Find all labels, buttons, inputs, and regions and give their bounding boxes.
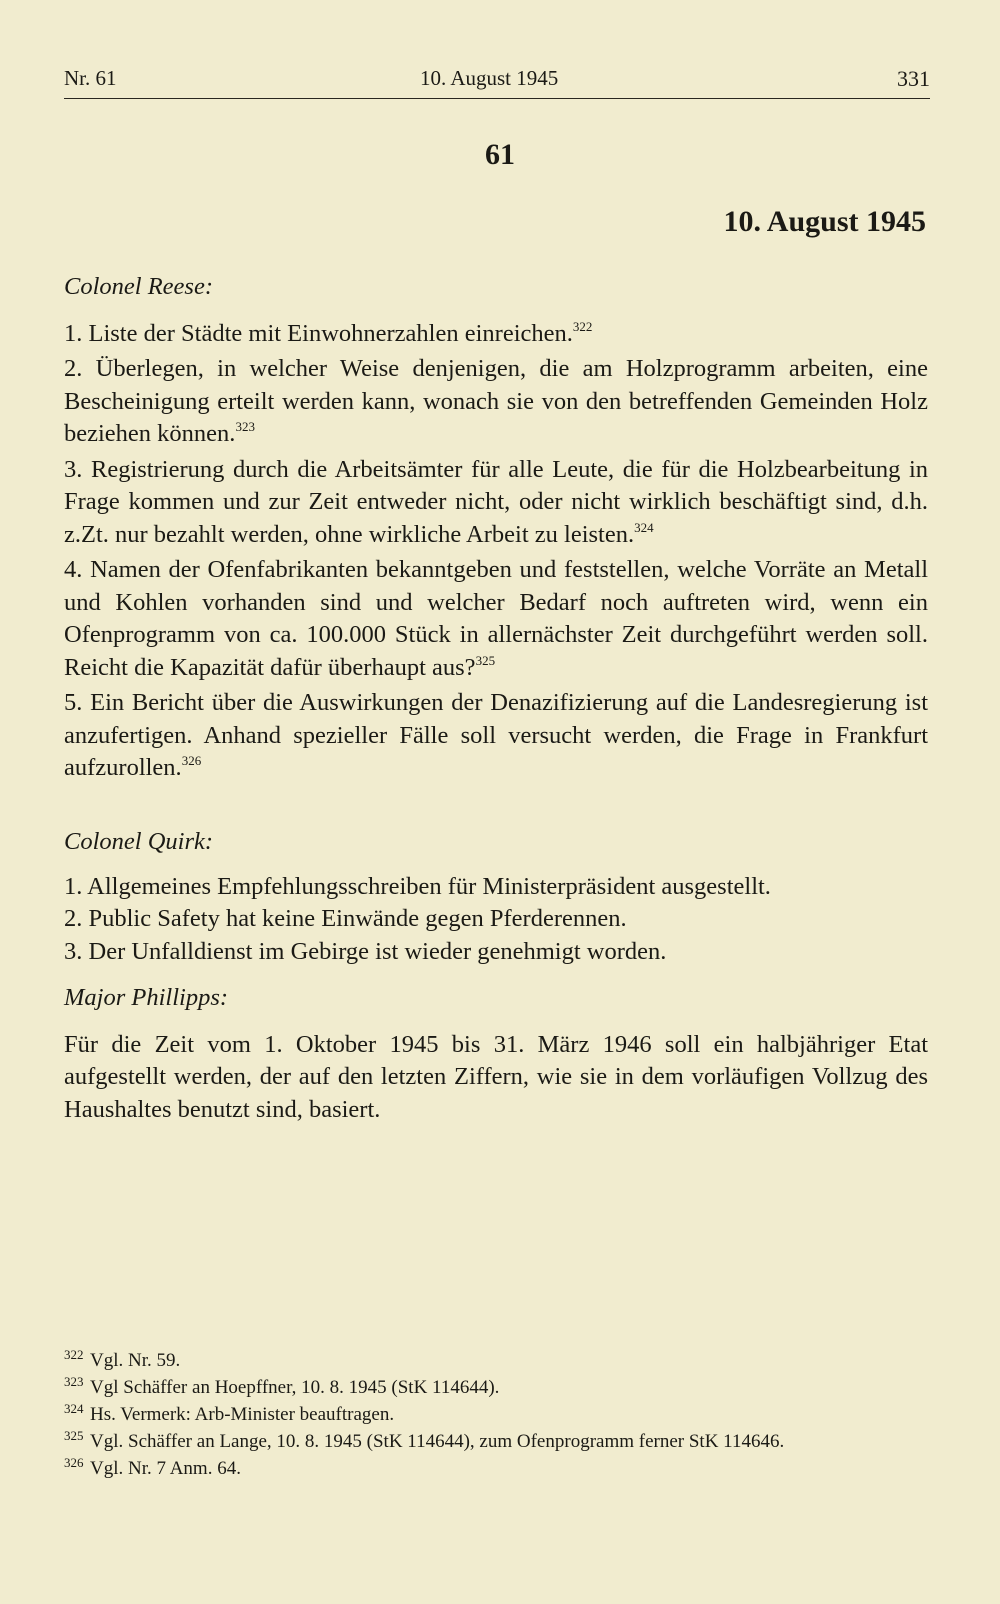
minute-item-text: 2. Überlegen, in welcher Weise denjenigen, die am Holzprogramm arbeiten, eine Bescheinigung erteilt werden kann, wonach sie von den betreffenden Gemeinden Holz beziehen können. xyxy=(64,355,928,447)
minute-item: 3. Der Unfalldienst im Gebirge ist wieder genehmigt worden. xyxy=(64,937,667,965)
minute-item xyxy=(64,353,928,454)
running-head-document-ref: Nr. 61 xyxy=(64,66,117,90)
footnote xyxy=(64,1375,944,1402)
minute-item xyxy=(64,318,928,354)
footnote-text: Vgl. Nr. 7 Anm. 64. xyxy=(90,1458,241,1479)
footnotes xyxy=(64,1348,944,1483)
footnote-ref: 325 xyxy=(475,652,496,668)
footnote xyxy=(64,1348,944,1375)
minute-item xyxy=(64,687,928,788)
footnote-number: 325 xyxy=(64,1428,84,1443)
minute-item-text: 1. Liste der Städte mit Einwohnerzahlen einreichen. xyxy=(64,319,573,347)
minute-item xyxy=(64,554,928,687)
footnote-text: Vgl. Nr. 59. xyxy=(90,1350,181,1371)
section-major-phillipps xyxy=(64,982,928,1126)
minute-item: 1. Allgemeines Empfehlungsschreiben für Ministerpräsident ausgestellt. xyxy=(64,872,771,900)
page-number: 331 xyxy=(897,66,930,91)
minute-item xyxy=(64,454,928,555)
footnote-text: Hs. Vermerk: Arb-Minister beauftragen. xyxy=(90,1404,395,1425)
footnote-number: 323 xyxy=(64,1374,84,1389)
footnote-ref: 324 xyxy=(634,519,654,535)
minute-item-text: 3. Registrierung durch die Arbeitsämter für alle Leute, die für die Holzbearbeitung in Frage kommen und zur Zeit entweder nicht, oder nicht wirklich beschäftigt sind, d.h. z.Zt. nur bezahlt werden, ohne wirkliche Arbeit zu leisten. xyxy=(64,455,928,548)
header-rule xyxy=(64,98,930,99)
section-colonel-reese xyxy=(64,271,928,788)
minute-item-text: 4. Namen der Ofenfabrikanten bekanntgeben und feststellen, welche Vorräte an Metall und Kohlen vorhanden sind und welcher Bedarf noch auftreten wird, wenn ein Ofenprogramm von ca. 100.000 Stück in allernächster Zeit durchgeführt werden soll. Reicht die Kapazität dafür überhaupt aus? xyxy=(64,556,928,681)
footnote xyxy=(64,1456,944,1483)
section-colonel-quirk xyxy=(64,826,928,968)
running-head-date: 10. August 1945 xyxy=(420,66,559,90)
footnote xyxy=(64,1429,944,1456)
footnote-ref: 326 xyxy=(181,753,202,768)
speaker-name: Colonel Quirk: xyxy=(64,828,214,855)
footnote xyxy=(64,1402,944,1429)
running-head xyxy=(64,66,930,96)
footnote-number: 324 xyxy=(64,1401,84,1416)
document-date: 10. August 1945 xyxy=(723,205,926,238)
footnote-text: Vgl. Schäffer an Lange, 10. 8. 1945 (StK 114644), zum Ofenprogramm ferner StK 114646. xyxy=(90,1431,785,1452)
document-number: 61 xyxy=(485,138,515,171)
footnote-number: 322 xyxy=(64,1347,84,1362)
footnote-ref: 322 xyxy=(572,318,593,334)
minute-item: Für die Zeit vom 1. Oktober 1945 bis 31. März 1946 soll ein halbjähriger Etat aufgestellt werden, der auf den letzten Ziffern, wie sie in dem vorläufigen Vollzug des Haushaltes benutzt sind, basiert. xyxy=(64,1030,928,1123)
minute-item-text: 5. Ein Bericht über die Auswirkungen der Denazifizierung auf die Landesregierung ist anzufertigen. Anhand spezieller Fälle soll versucht werden, die Frage in Frankfurt aufzurollen. xyxy=(64,689,928,781)
footnote-ref: 323 xyxy=(235,419,255,434)
footnote-text: Vgl Schäffer an Hoepffner, 10. 8. 1945 (StK 114644). xyxy=(90,1377,500,1398)
speaker-name: Major Phillipps: xyxy=(64,984,229,1011)
speaker-name: Colonel Reese: xyxy=(64,273,213,300)
minute-item: 2. Public Safety hat keine Einwände gegen Pferderennen. xyxy=(64,905,627,932)
footnote-number: 326 xyxy=(64,1455,84,1470)
